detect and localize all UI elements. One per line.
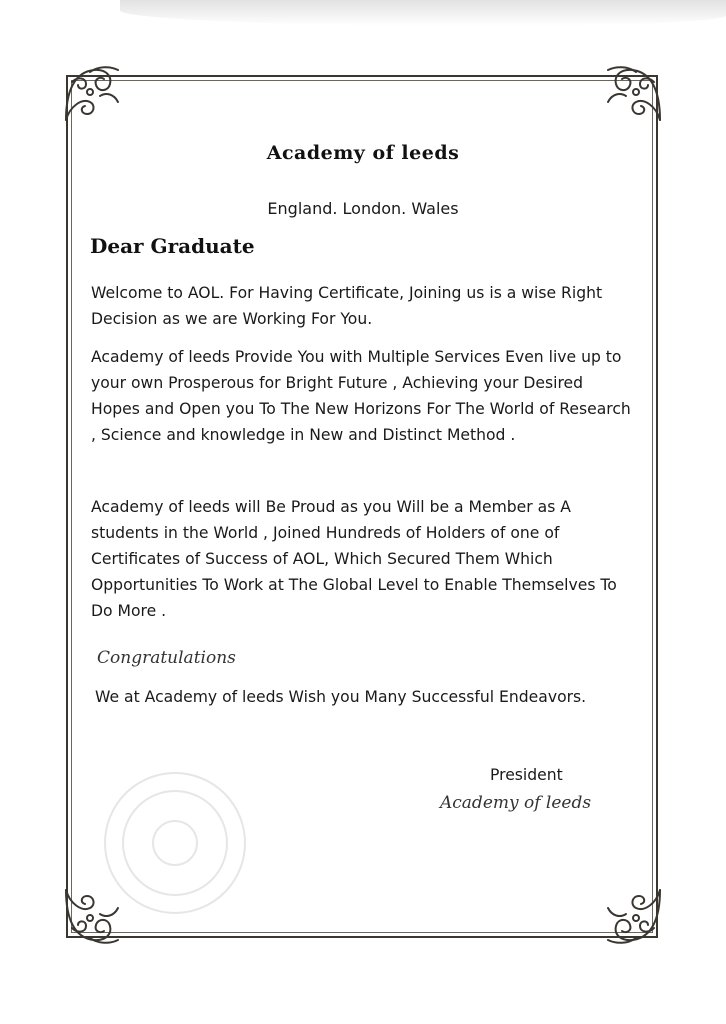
seal-icon <box>100 768 250 918</box>
greeting-heading: Dear Graduate <box>90 234 255 258</box>
signatory-name: Academy of leeds <box>440 793 592 813</box>
congratulations-script: Congratulations <box>97 648 236 668</box>
services-paragraph: Academy of leeds Provide You with Multiple Services Even live up to your own Prosperous for Bright Future , Achieving your Desired Hopes and Open you To The New Horizons For The World of Research , Science and knowledge in New and Distinct Method . <box>91 348 631 444</box>
membership-paragraph: Academy of leeds will Be Proud as you Will be a Member as A students in the World , Joined Hundreds of Holders of one of Certificates of Success of AOL, Which Secured Them Which Opportunities To Work at The Global Level to Enable Themselves To Do More . <box>91 498 617 620</box>
corner-flourish-icon <box>602 884 666 948</box>
signatory-role: President <box>490 766 563 784</box>
scan-shadow <box>120 0 726 26</box>
corner-flourish-icon <box>60 62 124 126</box>
closing-line: We at Academy of leeds Wish you Many Successful Endeavors. <box>95 688 587 706</box>
locations-line: England. London. Wales <box>267 199 459 218</box>
corner-flourish-icon <box>602 62 666 126</box>
document-title: Academy of leeds <box>266 142 460 164</box>
welcome-paragraph: Welcome to AOL. For Having Certificate, Joining us is a wise Right Decision as we are Working For You. <box>91 284 603 328</box>
